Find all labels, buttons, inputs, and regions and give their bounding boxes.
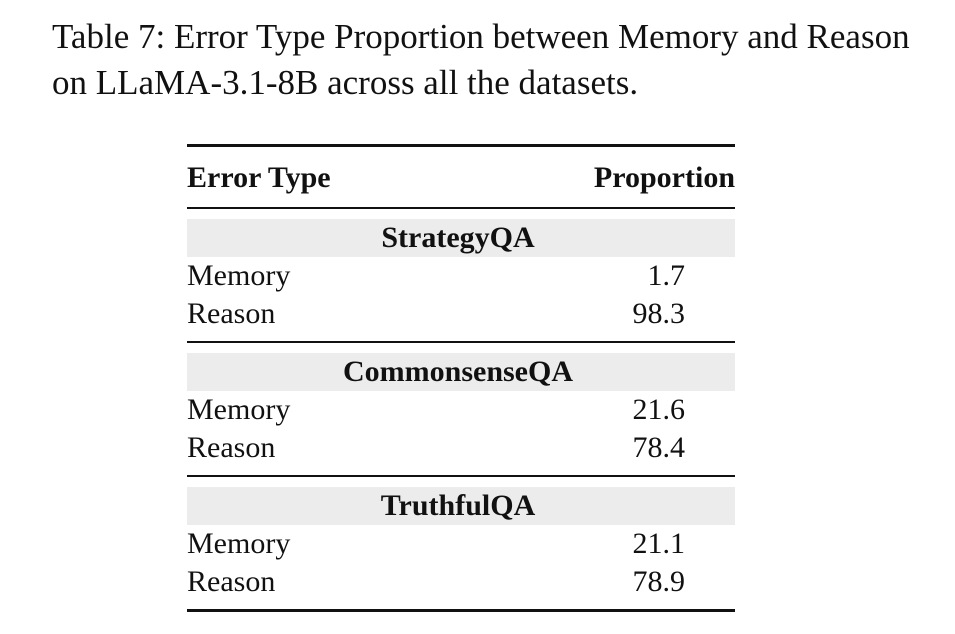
- row-label: Reason: [187, 431, 276, 464]
- section-title: CommonsenseQA: [187, 353, 735, 391]
- section-truthfulqa: [187, 477, 735, 609]
- row-value: 78.9: [632, 565, 685, 598]
- row-value: 98.3: [632, 297, 685, 330]
- table-row: [187, 295, 735, 333]
- header-error-type: Error Type: [187, 161, 331, 194]
- row-label: Reason: [187, 297, 276, 330]
- row-value: 1.7: [647, 259, 685, 292]
- section-strategyqa: [187, 209, 735, 341]
- row-label: Memory: [187, 259, 291, 292]
- bottom-rule: [187, 609, 735, 612]
- section-commonsenseqa: [187, 343, 735, 475]
- table-row: [187, 257, 735, 295]
- section-title: StrategyQA: [187, 219, 735, 257]
- row-value: 78.4: [632, 431, 685, 464]
- table-header-row: [187, 147, 735, 207]
- section-title: TruthfulQA: [187, 487, 735, 525]
- table-row: [187, 525, 735, 563]
- row-value: 21.1: [632, 527, 685, 560]
- table-row: [187, 429, 735, 467]
- results-table: [187, 144, 735, 612]
- table-row: [187, 391, 735, 429]
- table-caption: Table 7: Error Type Proportion between Memory and Reason on LLaMA-3.1-8B across all the datasets.: [52, 17, 910, 102]
- row-label: Reason: [187, 565, 276, 598]
- header-proportion: Proportion: [593, 161, 735, 194]
- row-label: Memory: [187, 527, 291, 560]
- row-label: Memory: [187, 393, 291, 426]
- row-value: 21.6: [632, 393, 685, 426]
- table-row: [187, 563, 735, 601]
